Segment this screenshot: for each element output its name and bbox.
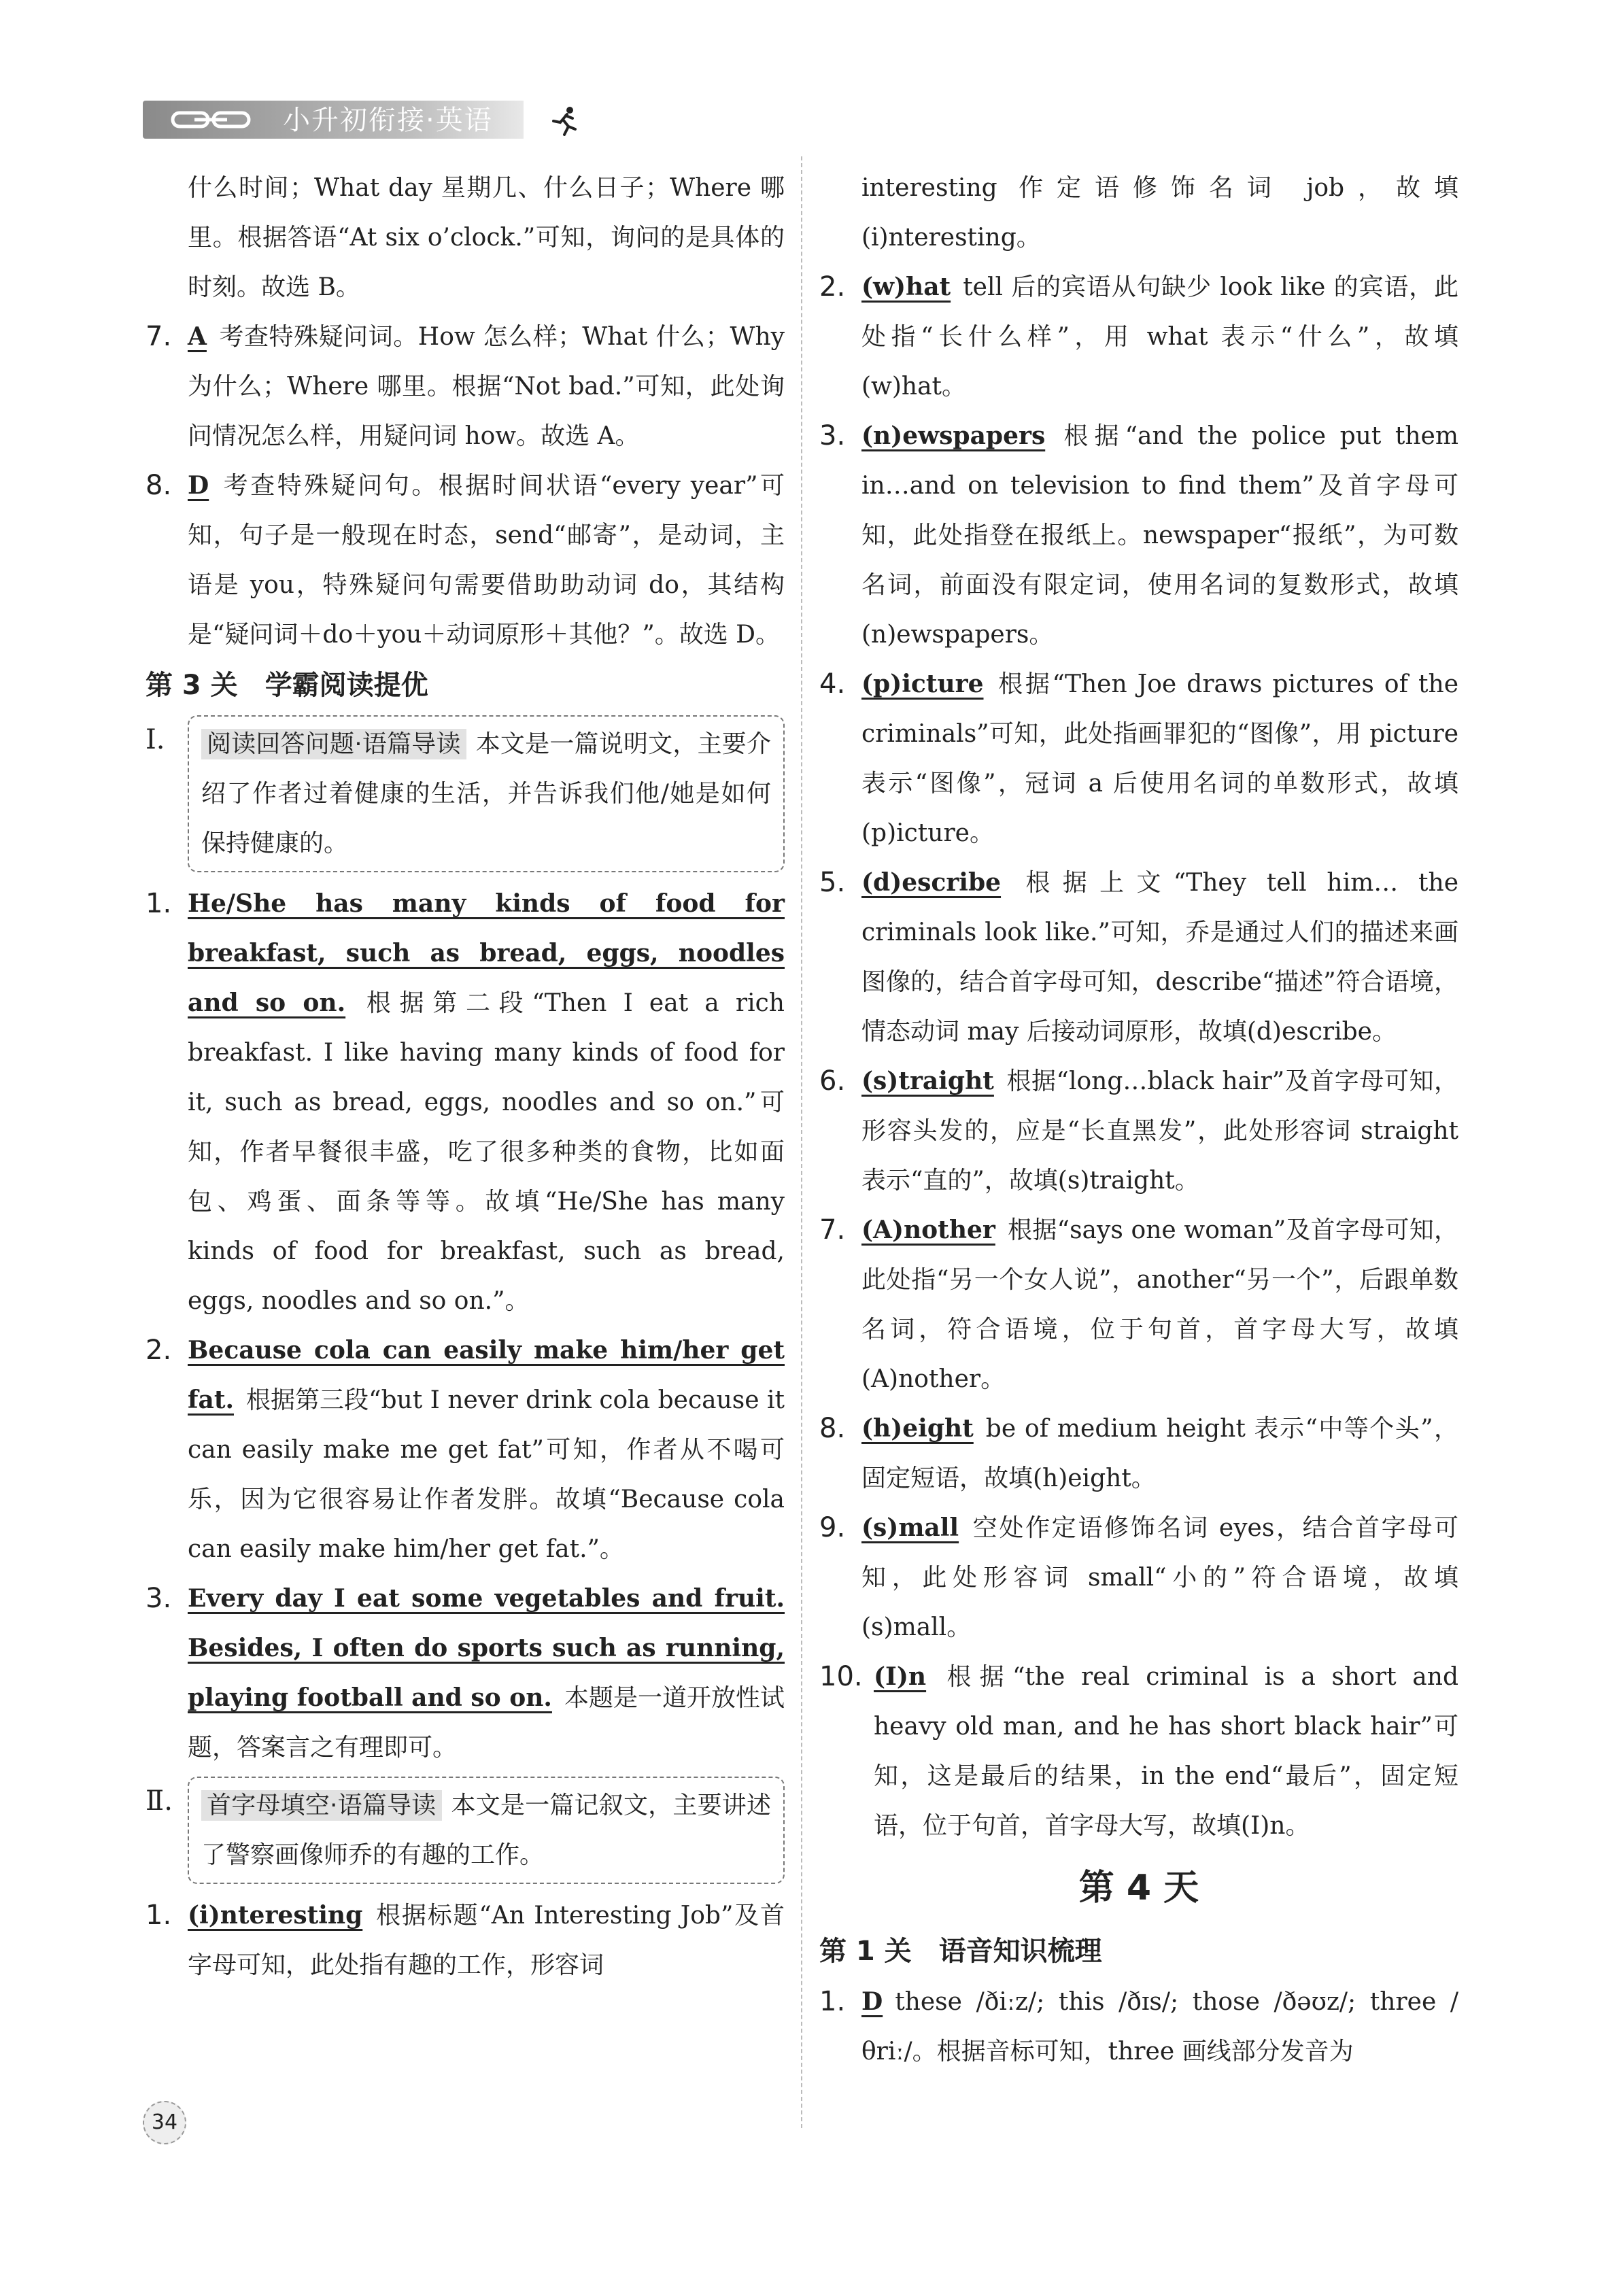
item-number: 3. — [819, 420, 846, 451]
answer-key: D — [861, 1987, 883, 2016]
header-title: 小升初衔接·英语 — [283, 105, 493, 136]
answer-key: Every day I eat some vegetables and fruit. Besides, I often do sports such as running, playing football and so on. — [188, 1584, 785, 1712]
item-number: 7. — [146, 321, 172, 352]
explanation: 考查特殊疑问词。How 怎么样；What 什么；Why 为什么；Where 哪里。根据“Not bad.”可知，此处询问情况怎么样，用疑问词 how。故选 A。 — [188, 323, 785, 450]
answer-item-7 — [146, 312, 785, 461]
part-II-guide — [146, 1777, 785, 1884]
answer-key: (d)escribe — [861, 868, 1002, 897]
item-number: 1. — [146, 1900, 172, 1931]
roman-numeral: Ⅰ. — [146, 724, 165, 755]
answer-key: A — [188, 322, 207, 351]
fill-answer-3 — [819, 411, 1458, 659]
continued-paragraph: 什么时间；What day 星期几、什么日子；Where 哪里。根据答语“At six o’clock.”可知，询问的是具体的时刻。故选 B。 — [188, 174, 785, 301]
explanation: be of medium height 表示“中等个头”，固定短语，故填(h)eight。 — [861, 1415, 1458, 1492]
guide-box — [188, 715, 785, 872]
item-number: 10. — [819, 1661, 863, 1692]
part-I-guide — [146, 715, 785, 872]
answer-key: (A)nother — [861, 1216, 995, 1244]
guide-text: 本文是一篇记叙文，主要讲述了警察画像师乔的有趣的工作。 — [201, 1792, 771, 1869]
fill-answer-7 — [819, 1205, 1458, 1404]
explanation: 根据“and the police put them in…and on television to find them”及首字母可知，此处指登在报纸上。newspaper“报纸”，为可数名词，前面没有限定词，使用名词的复数形式，故填(n)ewspapers。 — [861, 422, 1458, 649]
fill-answer-8 — [819, 1404, 1458, 1503]
section-heading-3 — [146, 659, 785, 711]
guide-tag: 阅读回答问题·语篇导读 — [201, 729, 466, 759]
phonetics-answer-1 — [819, 1977, 1458, 2076]
item-number: 8. — [819, 1413, 846, 1444]
answer-key: (i)nteresting — [188, 1901, 363, 1930]
explanation: these /ðiːz/; this /ðɪs/; those /ðəʊz/; three /θriː/。根据音标可知，three 画线部分发音为 — [861, 1988, 1458, 2066]
explanation: 根据标题“An Interesting Job”及首字母可知，此处指有趣的工作，形容词 — [188, 1902, 785, 1979]
reading-answer-1 — [146, 879, 785, 1326]
answer-key: (n)ewspapers — [861, 422, 1046, 450]
explanation: 根据第二段“Then I eat a rich breakfast. I like having many kinds of food for it, such as bread, eggs, noodles and so on.”可知，作者早餐很丰盛，吃了很多种类的食物，比如面包、鸡蛋、面条等等。故填“He/She has many kinds of food for breakfast, such as bread, eggs, noodles and so on.”。 — [188, 989, 785, 1315]
reading-answer-3 — [146, 1574, 785, 1772]
explanation: 根据上文“They tell him… the criminals look like.”可知，乔是通过人们的描述来画图像的，结合首字母可知，describe“描述”符合语境，情态动词 may 后接动词原形，故填(d)escribe。 — [861, 869, 1458, 1046]
answer-key: (s)traight — [861, 1067, 994, 1095]
item-number: 7. — [819, 1214, 846, 1246]
explanation: 根据“says one woman”及首字母可知，此处指“另一个女人说”，another“另一个”，后跟单数名词，符合语境，位于句首，首字母大写，故填(A)nother。 — [861, 1216, 1458, 1393]
item-number: 3. — [146, 1583, 172, 1614]
day-title: 第 4 天 — [1078, 1868, 1199, 1908]
column-divider — [801, 156, 802, 2128]
item-number: 2. — [819, 271, 846, 303]
fill-answer-9 — [819, 1503, 1458, 1652]
answer-key: (w)hat — [861, 273, 951, 301]
item-number: 1. — [146, 888, 172, 919]
explanation: 空处作定语修饰名词 eyes，结合首字母可知，此处形容词 small“小的”符合语境，故填(s)mall。 — [861, 1514, 1458, 1641]
item-number: 2. — [146, 1335, 172, 1366]
explanation: 根据第三段“but I never drink cola because it can easily make me get fat”可知，作者从不喝可乐，因为它很容易让作者发胖。故填“Because cola can easily make him/her get fat.”。 — [188, 1386, 785, 1563]
item-number: 8. — [146, 470, 172, 501]
fill-answer-5 — [819, 858, 1458, 1057]
fill-answer-4 — [819, 659, 1458, 858]
guide-box — [188, 1777, 785, 1884]
explanation: 根据“the real criminal is a short and heavy old man, and he has short black hair”可知，这是最后的结果，in the end“最后”，固定短语，位于句首，首字母大写，故填(I)n。 — [874, 1663, 1458, 1840]
item-number: 9. — [819, 1512, 846, 1543]
fill-answer-6 — [819, 1057, 1458, 1205]
answer-key: (I)n — [874, 1662, 927, 1691]
explanation: 本题是一道开放性试题，答案言之有理即可。 — [188, 1684, 785, 1762]
explanation: 根据“Then Joe draws pictures of the criminals”可知，此处指画罪犯的“图像”，用 picture 表示“图像”，冠词 a 后使用名词的单数形式，故填(p)icture。 — [861, 670, 1458, 847]
answer-key: (p)icture — [861, 670, 984, 698]
continued-paragraph: interesting 作定语修饰名词 job，故填(i)nteresting。 — [861, 174, 1458, 252]
answer-key: (s)mall — [861, 1513, 959, 1542]
answer-key: D — [188, 471, 209, 500]
chain-link-icon — [170, 109, 252, 131]
runner-icon — [551, 106, 578, 136]
explanation: 根据“long…black hair”及首字母可知，形容头发的，应是“长直黑发”，此处形容词 straight 表示“直的”，故填(s)traight。 — [861, 1067, 1458, 1195]
section-label: 第 1 关 — [819, 1936, 912, 1967]
answer-item-8 — [146, 461, 785, 659]
section-title: 学霸阅读提优 — [264, 670, 428, 701]
fill-answer-10 — [819, 1652, 1458, 1851]
section-title: 语音知识梳理 — [938, 1936, 1102, 1967]
item-number: 4. — [819, 668, 846, 700]
section-label: 第 3 关 — [146, 670, 238, 701]
page-number: 34 — [143, 2101, 186, 2144]
left-column — [146, 163, 785, 1990]
guide-text: 本文是一篇说明文，主要介绍了作者过着健康的生活，并告诉我们他/她是如何保持健康的。 — [201, 730, 771, 857]
reading-answer-2 — [146, 1326, 785, 1574]
fill-answer-1 — [146, 1891, 785, 1990]
page-header — [143, 101, 578, 144]
right-column — [819, 163, 1458, 2076]
answer-key: (h)eight — [861, 1414, 974, 1443]
answer-key: Because cola can easily make him/her get fat. — [188, 1336, 785, 1414]
answer-key: He/She has many kinds of food for breakfast, such as bread, eggs, noodles and so on. — [188, 889, 785, 1017]
item-number: 1. — [819, 1986, 846, 2017]
fill-answer-2 — [819, 262, 1458, 411]
item-number: 6. — [819, 1065, 846, 1097]
explanation: tell 后的宾语从句缺少 look like 的宾语，此处指“长什么样”，用 what 表示“什么”，故填(w)hat。 — [861, 273, 1458, 400]
item-number: 5. — [819, 867, 846, 898]
section-heading-1 — [819, 1925, 1458, 1977]
explanation: 考查特殊疑问句。根据时间状语“every year”可知，句子是一般现在时态，send“邮寄”，是动词，主语是 you，特殊疑问句需要借助助动词 do，其结构是“疑问词＋do＋you＋动词原形＋其他？”。故选 D。 — [188, 472, 785, 649]
roman-numeral: Ⅱ. — [146, 1785, 173, 1817]
guide-tag: 首字母填空·语篇导读 — [201, 1790, 442, 1821]
